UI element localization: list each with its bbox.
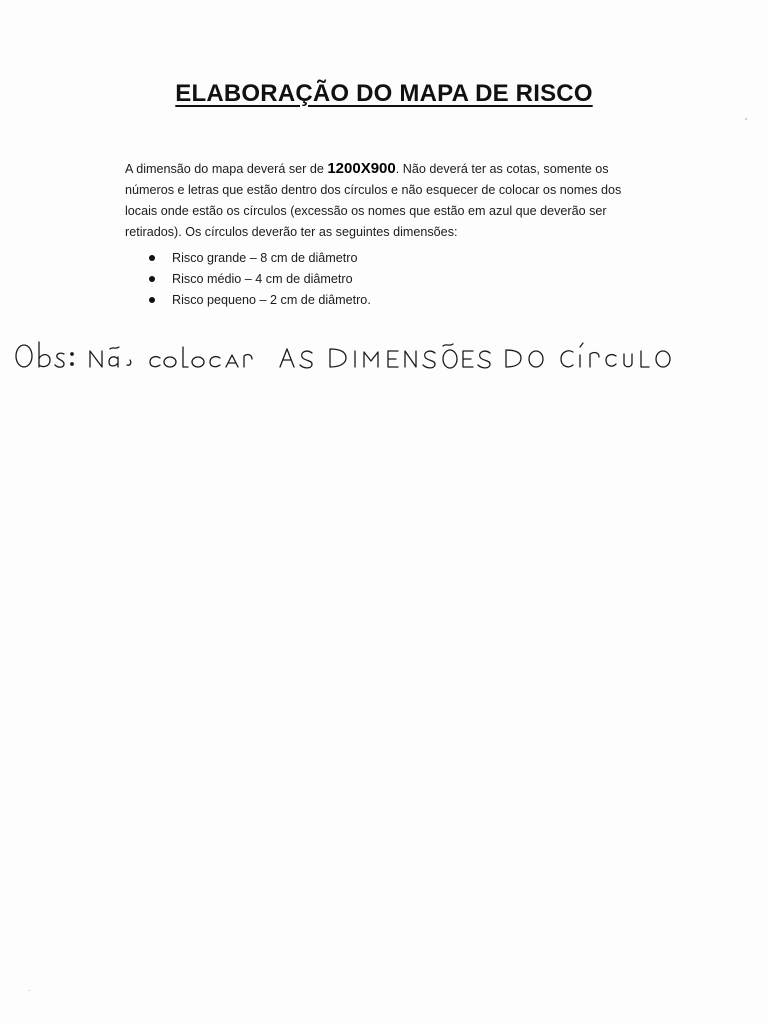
list-item-risco-pequeno: Risco pequeno – 2 cm de diâmetro.: [148, 290, 371, 311]
page-title: [0, 80, 768, 108]
circle-size-list: [148, 248, 371, 311]
paragraph-part-1: A dimensão do mapa deverá ser de: [125, 162, 328, 176]
map-dimension-value: 1200X900: [327, 160, 396, 177]
scan-speck: [28, 990, 31, 991]
handwritten-note: [12, 329, 732, 377]
scan-speck: [745, 118, 747, 120]
page-title-text: ELABORAÇÃO DO MAPA DE RISCO: [175, 80, 593, 107]
instructions-paragraph: [125, 158, 645, 243]
paragraph-part-2: . Não deverá ter as cotas, somente os números e letras que estão dentro dos círculos e não esquecer de colocar os nomes dos locais onde estão os círculos (excessão os nomes que estão em azul que deverão ser retirados). Os círculos deverão ter as seguintes dimensões:: [125, 162, 622, 239]
list-item-risco-grande: Risco grande – 8 cm de diâmetro: [148, 248, 371, 269]
list-item-risco-medio: Risco médio – 4 cm de diâmetro: [148, 269, 371, 290]
